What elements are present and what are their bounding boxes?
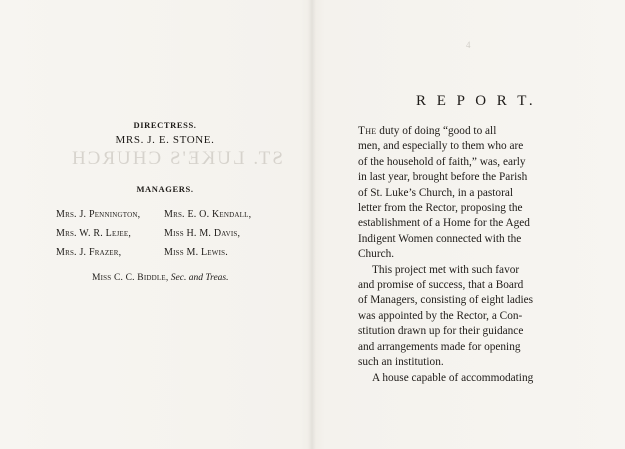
manager-name: Mrs. J. Pennington, bbox=[56, 209, 141, 220]
report-line: and promise of success, that a Board bbox=[358, 279, 524, 292]
manager-name: Mrs. J. Frazer, bbox=[56, 247, 122, 258]
managers-list bbox=[56, 205, 281, 262]
report-line: The duty of doing “good to all bbox=[358, 125, 497, 137]
report-line: establishment of a Home for the Aged bbox=[358, 217, 530, 230]
bleed-through-church-title: ST. LUKE'S CHURCH bbox=[70, 148, 283, 169]
page-number: 4 bbox=[466, 40, 471, 50]
manager-name: Mrs. W. R. Lejee, bbox=[56, 228, 132, 239]
treasurer-line bbox=[92, 273, 229, 283]
directress-name: MRS. J. E. STONE. bbox=[115, 134, 215, 146]
report-line: Church. bbox=[358, 248, 395, 261]
report-line: such an institution. bbox=[358, 356, 444, 369]
report-line: Indigent Women connected with the bbox=[358, 232, 522, 245]
report-line: of Managers, consisting of eight ladies bbox=[358, 294, 534, 307]
report-line: This project met with such favor bbox=[372, 263, 520, 276]
report-line: A house capable of accommodating bbox=[372, 371, 534, 384]
report-line: of the household of faith,” was, early bbox=[358, 155, 526, 168]
report-line: men, and especially to them who are bbox=[358, 140, 524, 153]
directress-label: DIRECTRESS. bbox=[133, 120, 197, 130]
manager-row bbox=[56, 205, 281, 224]
manager-name: Miss M. Lewis. bbox=[164, 247, 228, 258]
report-line: and arrangements made for opening bbox=[358, 340, 521, 353]
report-line: of St. Luke’s Church, in a pastoral bbox=[358, 186, 513, 199]
manager-name: Mrs. E. O. Kendall, bbox=[164, 209, 252, 220]
report-title: R E P O R T. bbox=[416, 93, 537, 109]
report-line: was appointed by the Rector, a Con- bbox=[358, 309, 523, 322]
report-line: in last year, brought before the Parish bbox=[358, 171, 528, 184]
treasurer-role: Sec. and Treas. bbox=[170, 273, 229, 283]
report-lead-word: The bbox=[358, 125, 377, 137]
manager-row bbox=[56, 243, 281, 262]
report-body bbox=[358, 124, 570, 386]
treasurer-name: Miss C. C. Biddle, bbox=[92, 273, 169, 283]
manager-row bbox=[56, 224, 281, 243]
manager-name: Miss H. M. Davis, bbox=[164, 228, 241, 239]
managers-label: MANAGERS. bbox=[136, 184, 194, 194]
report-line: stitution drawn up for their guidance bbox=[358, 325, 524, 338]
report-line: letter from the Rector, proposing the bbox=[358, 202, 523, 215]
